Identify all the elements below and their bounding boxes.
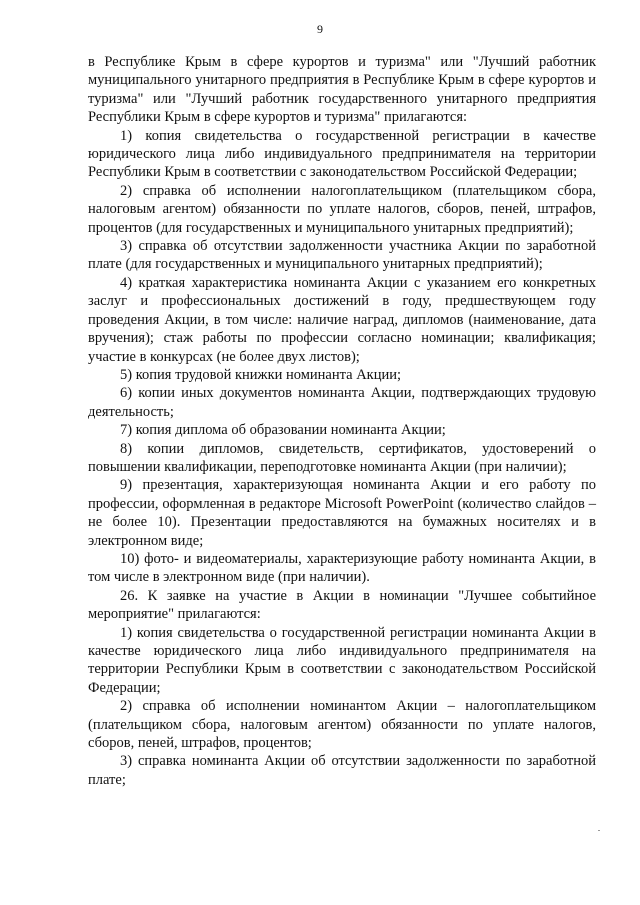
paragraph-item-2: 2) справка об исполнении налогоплательщиком (плательщиком сбора, налоговым агентом) обязанности по уплате налогов, сборов, пеней, штрафов, процентов (для государственных и муниципального унитарных предприятий); xyxy=(88,182,596,236)
paragraph-item-6: 6) копии иных документов номинанта Акции, подтверждающих трудовую деятельность; xyxy=(88,385,596,420)
paragraph-section-26: 26. К заявке на участие в Акции в номинации "Лучшее событийное мероприятие" прилагаются: xyxy=(88,587,596,623)
scan-speck xyxy=(598,830,600,831)
paragraph-item-5: 5) копия трудовой книжки номинанта Акции; xyxy=(120,366,402,383)
paragraph-s26-item-3: 3) справка номинанта Акции об отсутствии задолженности по заработной плате; xyxy=(88,753,596,788)
paragraph-item-9: 9) презентация, характеризующая номинанта Акции и его работу по профессии, оформленная в редакторе Microsoft PowerPoint (количество слайдов – не более 10). Презентации предоставляются на бумажных носителях и в электронном виде; xyxy=(88,477,596,549)
paragraph-item-7: 7) копия диплома об образовании номинанта Акции; xyxy=(120,422,446,439)
paragraph-s26-item-2: 2) справка об исполнении номинантом Акции – налогоплательщиком (плательщиком сбора, налоговым агентом) обязанности по уплате налогов, сборов, пеней, штрафов, процентов; xyxy=(88,698,596,752)
paragraph-item-1: 1) копия свидетельства о государственной регистрации в качестве юридического лица либо индивидуального предпринимателя на территории Республики Крым в соответствии с законодательством Российской Федерации; xyxy=(88,127,596,181)
paragraph-item-3: 3) справка об отсутствии задолженности участника Акции по заработной плате (для государственных и муниципального унитарных предприятий); xyxy=(88,238,596,273)
paragraph-item-10: 10) фото- и видеоматериалы, характеризующие работу номинанта Акции, в том числе в электронном виде (при наличии). xyxy=(88,550,596,586)
document-body xyxy=(88,53,596,789)
paragraph-continuation: в Республике Крым в сфере курортов и туризма" или "Лучший работник муниципального унитарного предприятия в Республике Крым в сфере курортов и туризма" или "Лучший работник государственного унитарного предприятия Республики Крым в сфере курортов и туризма" прилагаются: xyxy=(88,54,596,126)
page-number: 9 xyxy=(317,22,323,36)
paragraph-item-8: 8) копии дипломов, свидетельств, сертификатов, удостоверений о повышении квалификации, переподготовке номинанта Акции (при наличии); xyxy=(88,440,596,475)
paragraph-item-4: 4) краткая характеристика номинанта Акции с указанием его конкретных заслуг и профессиональных достижений в году, предшествующем году проведения Акции, в том числе: наличие наград, дипломов (наименование, дата вручения); стаж работы по профессии согласно номинации; квалификация; участие в конкурсах (не более двух листов); xyxy=(88,274,596,365)
paragraph-s26-item-1: 1) копия свидетельства о государственной регистрации номинанта Акции в качестве юридического лица либо индивидуального предпринимателя на территории Республики Крым в соответствии с законодательством Российской Федерации; xyxy=(88,624,596,696)
